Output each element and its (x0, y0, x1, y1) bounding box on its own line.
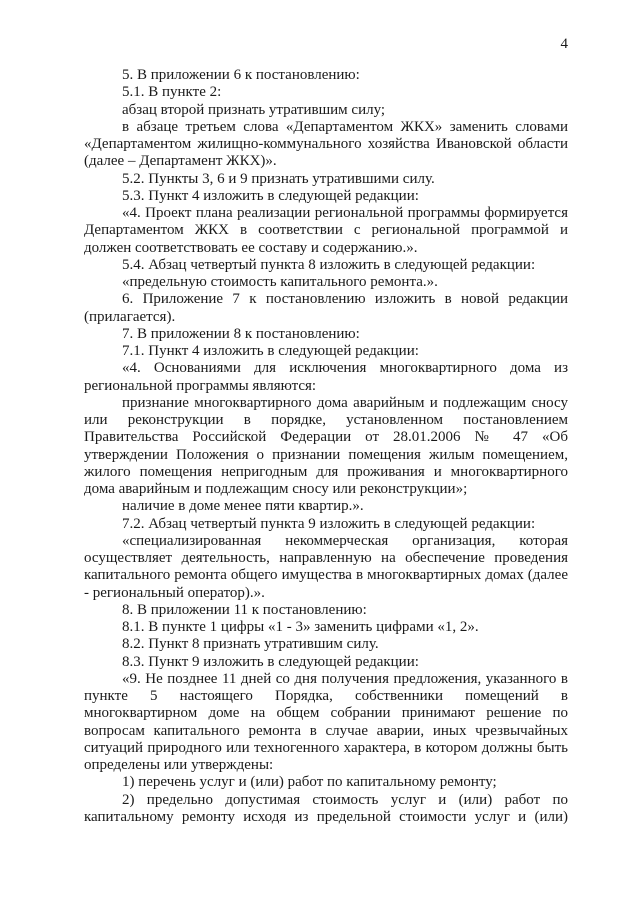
paragraph: 2) предельно допустимая стоимость услуг и (или) работ по капитальному ремонту исходя из предельной стоимости услуг и (или) (84, 791, 568, 825)
paragraph: 7.1. Пункт 4 изложить в следующей редакции: (122, 343, 419, 359)
paragraph: «4. Проект плана реализации региональной программы формируется Департаментом ЖКХ в соответствии с региональной программой и должен соответствовать ее составу и содержанию.». (84, 205, 568, 256)
paragraph: 6. Приложение 7 к постановлению изложить в новой редакции (прилагается). (84, 291, 568, 325)
paragraph: «специализированная некоммерческая организация, которая осуществляет деятельность, направленную на обеспечение проведения капитального ремонта общего имущества в многоквартирных домах (далее - региональный оператор).». (84, 532, 568, 601)
paragraph: в абзаце третьем слова «Департаментом ЖКХ» заменить словами «Департаментом жилищно-коммунального хозяйства Ивановской области (далее – Департамент ЖКХ)». (84, 118, 568, 170)
paragraph: 8.3. Пункт 9 изложить в следующей редакции: (122, 653, 419, 670)
paragraph: 8.2. Пункт 8 признать утратившим силу. (122, 636, 379, 653)
paragraph: 8. В приложении 11 к постановлению: (122, 601, 367, 618)
paragraph: 5.4. Абзац четвертый пункта 8 изложить в следующей редакции: (122, 256, 536, 273)
paragraph: 5.2. Пункты 3, 6 и 9 признать утратившими силу. (122, 170, 435, 187)
paragraph: 8.1. В пункте 1 цифры «1 - 3» заменить цифрами «1, 2». (122, 619, 479, 635)
paragraph: «4. Основаниями для исключения многоквартирного дома из региональной программы являются: (84, 360, 568, 394)
paragraph: 5.3. Пункт 4 изложить в следующей редакции: (122, 187, 419, 204)
paragraph: 1) перечень услуг и (или) работ по капитальному ремонту; (122, 774, 497, 791)
paragraph: наличие в доме менее пяти квартир.». (122, 498, 364, 515)
page-number: 4 (560, 36, 568, 52)
document-body (84, 67, 568, 826)
paragraph: 7.2. Абзац четвертый пункта 9 изложить в следующей редакции: (122, 515, 536, 532)
paragraph: «предельную стоимость капитального ремонта.». (122, 274, 438, 290)
paragraph: 7. В приложении 8 к постановлению: (122, 325, 360, 342)
paragraph: признание многоквартирного дома аварийным и подлежащим сносу или реконструкции в порядке, установленном постановлением Правительства Российской Федерации от 28.01.2006 № 47 «Об утверждении Положения о признании помещения жилым помещением, жилого помещения непригодным для проживания и многоквартирного дома аварийным и подлежащим сносу или реконструкции»; (84, 394, 568, 497)
paragraph: абзац второй признать утратившим силу; (122, 101, 386, 118)
paragraph: 5. В приложении 6 к постановлению: (122, 67, 360, 83)
paragraph: «9. Не позднее 11 дней со дня получения предложения, указанного в пункте 5 настоящего Порядка, собственники помещений в многоквартирном доме на общем собрании принимают решение по вопросам капитального ремонта в случае аварии, иных чрезвычайных ситуаций природного или техногенного характера, в котором должны быть определены или утверждены: (84, 670, 568, 773)
paragraph: 5.1. В пункте 2: (122, 84, 222, 101)
